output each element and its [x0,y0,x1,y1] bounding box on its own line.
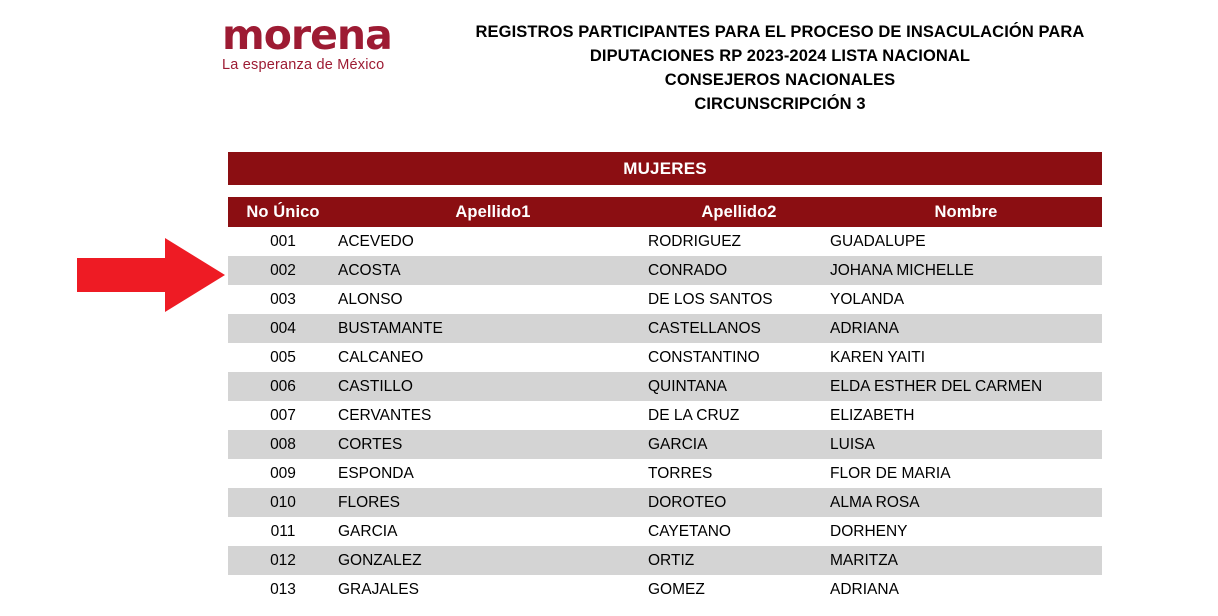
cell-apellido2: CONSTANTINO [648,343,830,372]
cell-apellido2: GOMEZ [648,575,830,604]
cell-apellido2: GARCIA [648,430,830,459]
cell-nombre: YOLANDA [830,285,1102,314]
cell-nombre: FLOR DE MARIA [830,459,1102,488]
cell-nombre: MARITZA [830,546,1102,575]
table-row [228,546,1102,575]
cell-apellido1: ACEVEDO [338,227,648,256]
cell-no-unico: 001 [228,227,338,256]
document-header [0,0,1218,116]
cell-apellido2: QUINTANA [648,372,830,401]
cell-nombre: GUADALUPE [830,227,1102,256]
cell-apellido1: CALCANEO [338,343,648,372]
cell-nombre: ADRIANA [830,314,1102,343]
cell-apellido2: ORTIZ [648,546,830,575]
cell-apellido1: GRAJALES [338,575,648,604]
cell-no-unico: 003 [228,285,338,314]
table-row [228,401,1102,430]
cell-apellido1: FLORES [338,488,648,517]
title-line-1: REGISTROS PARTICIPANTES PARA EL PROCESO DE INSACULACIÓN PARA [475,23,1085,41]
cell-apellido2: CAYETANO [648,517,830,546]
cell-apellido2: DE LA CRUZ [648,401,830,430]
cell-nombre: ADRIANA [830,575,1102,604]
cell-apellido1: GARCIA [338,517,648,546]
logo-wordmark: morena [222,11,392,59]
cell-nombre: ELDA ESTHER DEL CARMEN [830,372,1102,401]
cell-apellido1: CASTILLO [338,372,648,401]
column-header-no-unico: No Único [228,197,338,227]
cell-no-unico: 010 [228,488,338,517]
cell-no-unico: 006 [228,372,338,401]
table-row [228,517,1102,546]
cell-no-unico: 013 [228,575,338,604]
cell-nombre: ALMA ROSA [830,488,1102,517]
cell-no-unico: 005 [228,343,338,372]
cell-apellido2: RODRIGUEZ [648,227,830,256]
title-line-3: CONSEJEROS NACIONALES [664,71,896,89]
table-row [228,488,1102,517]
cell-apellido1: ALONSO [338,285,648,314]
cell-no-unico: 012 [228,546,338,575]
table-row [228,256,1102,285]
cell-no-unico: 011 [228,517,338,546]
cell-apellido1: ESPONDA [338,459,648,488]
cell-no-unico: 002 [228,256,338,285]
cell-nombre: ELIZABETH [830,401,1102,430]
table-row [228,285,1102,314]
cell-apellido1: GONZALEZ [338,546,648,575]
cell-apellido2: DOROTEO [648,488,830,517]
cell-apellido1: BUSTAMANTE [338,314,648,343]
cell-apellido1: ACOSTA [338,256,648,285]
cell-apellido2: DE LOS SANTOS [648,285,830,314]
cell-nombre: KAREN YAITI [830,343,1102,372]
cell-no-unico: 007 [228,401,338,430]
red-arrow-annotation [77,238,225,312]
logo-tagline: La esperanza de México [222,57,385,73]
morena-logo [222,11,452,73]
cell-nombre: LUISA [830,430,1102,459]
cell-no-unico: 009 [228,459,338,488]
cell-apellido2: CONRADO [648,256,830,285]
table-row [228,372,1102,401]
cell-nombre: JOHANA MICHELLE [830,256,1102,285]
column-header-apellido1: Apellido1 [338,197,648,227]
page-bottom-edge [0,608,1218,616]
section-band-mujeres: MUJERES [228,152,1102,185]
cell-no-unico: 004 [228,314,338,343]
table-row [228,343,1102,372]
title-line-2: DIPUTACIONES RP 2023-2024 LISTA NACIONAL [589,47,971,65]
registry-table-wrapper [228,152,1102,604]
column-header-apellido2: Apellido2 [648,197,830,227]
table-row [228,430,1102,459]
table-row [228,227,1102,256]
registry-table [228,197,1102,604]
column-header-nombre: Nombre [830,197,1102,227]
cell-apellido2: TORRES [648,459,830,488]
table-header-row [228,197,1102,227]
table-row [228,314,1102,343]
table-body [228,227,1102,604]
band-spacer [228,185,1102,197]
cell-nombre: DORHENY [830,517,1102,546]
table-row [228,575,1102,604]
title-line-4: CIRCUNSCRIPCIÓN 3 [694,95,866,113]
cell-apellido1: CORTES [338,430,648,459]
table-row [228,459,1102,488]
cell-no-unico: 008 [228,430,338,459]
cell-apellido2: CASTELLANOS [648,314,830,343]
cell-apellido1: CERVANTES [338,401,648,430]
document-title [452,14,1218,116]
